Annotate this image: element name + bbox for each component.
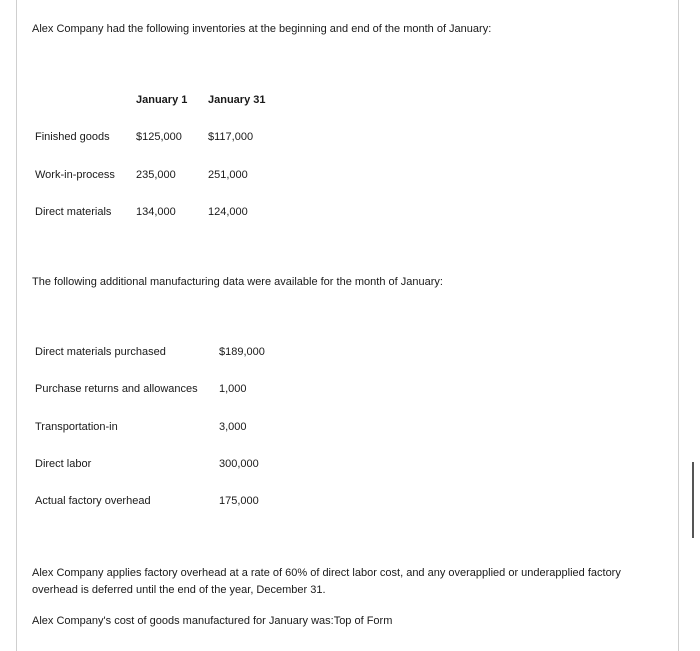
row-label-direct-materials: Direct materials: [35, 206, 112, 218]
header-january-1: January 1: [136, 94, 188, 106]
intro-text: Alex Company had the following inventories at the beginning and end of the month of January:: [32, 23, 492, 35]
work-in-process-jan31: 251,000: [208, 169, 248, 181]
label-transportation-in: Transportation-in: [35, 421, 118, 433]
label-actual-factory-overhead: Actual factory overhead: [35, 495, 151, 507]
row-label-finished-goods: Finished goods: [35, 131, 110, 143]
finished-goods-jan1: $125,000: [136, 131, 182, 143]
header-january-31: January 31: [208, 94, 266, 106]
label-direct-labor: Direct labor: [35, 458, 92, 470]
overhead-note: Alex Company applies factory overhead at a rate of 60% of direct labor cost, and any overapplied or underapplied factory overhead is deferred until the end of the year, December 31.: [32, 567, 621, 596]
direct-materials-jan31: 124,000: [208, 206, 248, 218]
direct-materials-jan1: 134,000: [136, 206, 176, 218]
label-direct-materials-purchased: Direct materials purchased: [35, 346, 166, 358]
work-in-process-jan1: 235,000: [136, 169, 176, 181]
row-label-work-in-process: Work-in-process: [35, 169, 115, 181]
value-direct-materials-purchased: $189,000: [219, 346, 265, 358]
value-actual-factory-overhead: 175,000: [219, 495, 259, 507]
value-direct-labor: 300,000: [219, 458, 259, 470]
finished-goods-jan31: $117,000: [208, 131, 254, 143]
question-text: Alex Company's cost of goods manufactured for January was:Top of Form: [32, 615, 393, 627]
scrollbar-thumb[interactable]: [692, 462, 694, 538]
value-purchase-returns: 1,000: [219, 383, 247, 395]
value-transportation-in: 3,000: [219, 421, 247, 433]
label-purchase-returns: Purchase returns and allowances: [35, 383, 198, 395]
additional-intro-text: The following additional manufacturing data were available for the month of January:: [32, 276, 443, 288]
document-frame: [16, 0, 679, 651]
